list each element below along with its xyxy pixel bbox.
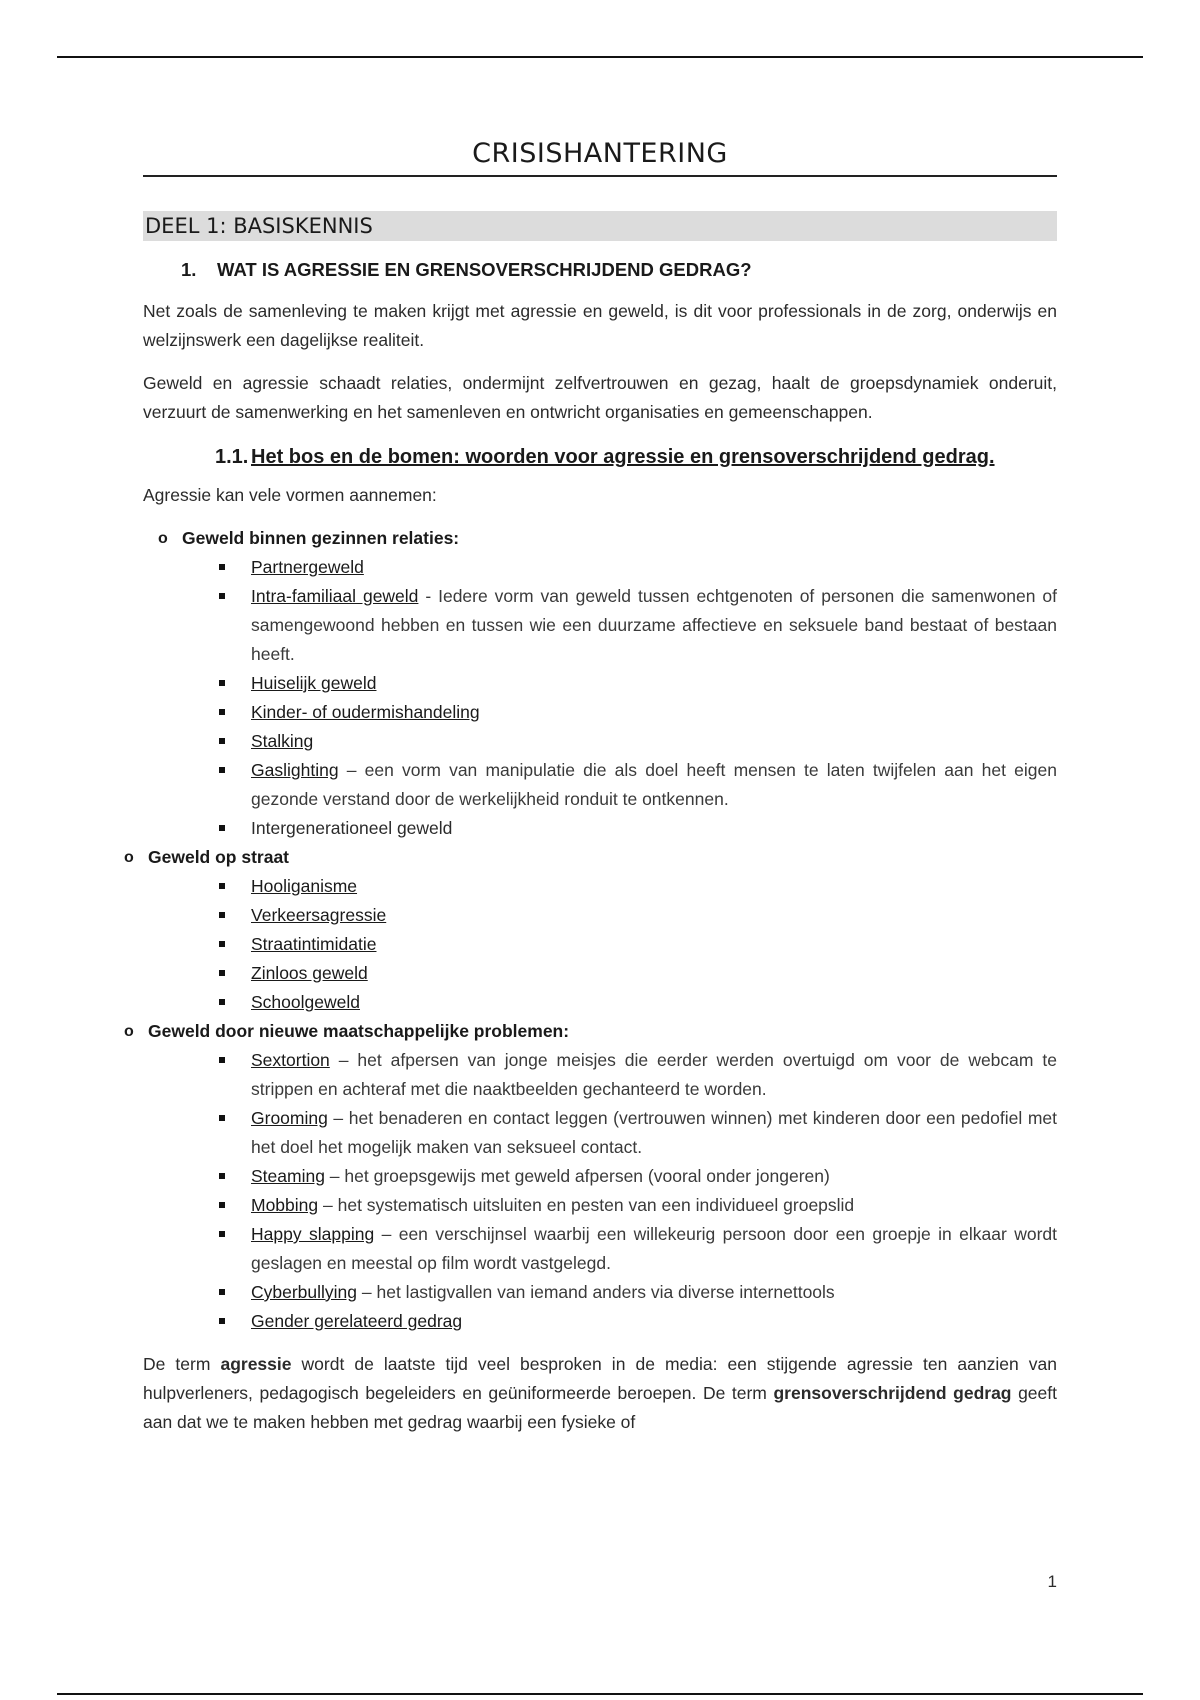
list-item [251, 1307, 1057, 1336]
paragraph-2: Geweld en agressie schaadt relaties, ondermijnt zelfvertrouwen en gezag, haalt de groepsdynamiek onderuit, verzuurt de samenwerking en het samenleven en ontwricht organisaties en gemeenschappen. [143, 373, 1057, 422]
document-page [124, 120, 1058, 1451]
footer-rule [57, 1693, 1143, 1695]
term: Hooliganisme [251, 876, 358, 896]
list-item [251, 988, 1057, 1017]
term: Huiselijk geweld [251, 673, 377, 693]
item-list [143, 553, 1057, 843]
term: Gaslighting [251, 760, 339, 780]
list-item [251, 1191, 1057, 1220]
term: Verkeersagressie [251, 905, 387, 925]
part-heading: DEEL 1: BASISKENNIS [143, 211, 1057, 241]
term: Straatintimidatie [251, 934, 377, 954]
term: Grooming [251, 1108, 328, 1128]
list-item [251, 582, 1057, 669]
term: Partnergeweld [251, 557, 364, 577]
term: Mobbing [251, 1195, 319, 1215]
list-item [251, 1278, 1057, 1307]
page-number: 1 [1047, 1572, 1057, 1591]
intro-paragraph: Agressie kan vele vormen aannemen: [143, 485, 437, 505]
text-run: De term [143, 1354, 221, 1374]
list-item [251, 959, 1057, 988]
term: Cyberbullying [251, 1282, 358, 1302]
text-run: wordt de laatste tijd veel besproken in de media: een stijgende agressie ten aanzien van hulpverleners, pedagogisch begeleiders en geüniformeerde beroepen. De term [143, 1354, 1057, 1403]
list-item [251, 930, 1057, 959]
subsection-number: 1.1. [215, 446, 249, 468]
list-item [251, 1220, 1057, 1278]
term-description: – het lastigvallen van iemand anders via diverse internettools [357, 1282, 835, 1302]
term-description: - Iedere vorm van geweld tussen echtgenoten of personen die samenwonen of samengewoond hebben en tussen wie een duurzame affectieve en seksuele band bestaat of bestaan heeft. [251, 586, 1058, 664]
list-item [251, 698, 1057, 727]
list-item [251, 1162, 1057, 1191]
term-description: – een vorm van manipulatie die als doel heeft mensen te laten twijfelen aan het eigen gezonde verstand door de werkelijkheid ronduit te ontkennen. [251, 760, 1057, 809]
subsection-title: Het bos en de bomen: woorden voor agressie en grensoverschrijdend gedrag. [251, 446, 995, 468]
term: Happy slapping [251, 1224, 375, 1244]
group-heading [124, 1017, 1057, 1046]
list-item [251, 901, 1057, 930]
term-description: – het systematisch uitsluiten en pesten van een individueel groepslid [318, 1195, 855, 1215]
list-item [251, 1104, 1057, 1162]
group-heading [158, 524, 1057, 553]
text-run: geeft aan dat we te maken hebben met gedrag waarbij een fysieke of [143, 1383, 1057, 1432]
group-title: Geweld op straat [148, 847, 290, 867]
document-title: CRISISHANTERING [143, 138, 1057, 177]
term: Stalking [251, 731, 314, 751]
term: Gender gerelateerd gedrag [251, 1311, 463, 1331]
circle-bullet-icon: o [124, 849, 134, 866]
section-heading [181, 259, 1057, 281]
list-item [251, 669, 1057, 698]
list-item [251, 727, 1057, 756]
term: Intra-familiaal geweld [251, 586, 419, 606]
group-heading [124, 843, 1057, 872]
item-list [143, 872, 1057, 1017]
group-title: Geweld binnen gezinnen relaties: [182, 528, 460, 548]
closing-paragraph [143, 1350, 1057, 1437]
section-title: WAT IS AGRESSIE EN GRENSOVERSCHRIJDEND GEDRAG? [217, 259, 752, 280]
term-description: – het benaderen en contact leggen (vertrouwen winnen) met kinderen door een pedofiel met het doel het mogelijk maken van seksueel contact. [251, 1108, 1057, 1157]
section-number: 1. [181, 259, 197, 280]
term-description: – het groepsgewijs met geweld afpersen (vooral onder jongeren) [324, 1166, 830, 1186]
term: Steaming [251, 1166, 325, 1186]
term-description: – een verschijnsel waarbij een willekeurig persoon door een groepje in elkaar wordt geslagen en meestal op film wordt vastgelegd. [251, 1224, 1057, 1273]
subsection-heading [215, 441, 1057, 473]
header-rule [57, 56, 1143, 58]
paragraph-1: Net zoals de samenleving te maken krijgt met agressie en geweld, is dit voor professionals in de zorg, onderwijs en welzijnswerk een dagelijkse realiteit. [143, 301, 1057, 350]
list-item [251, 756, 1057, 814]
list-item [251, 814, 1057, 843]
term: Sextortion [251, 1050, 330, 1070]
term: Kinder- of oudermishandeling [251, 702, 480, 722]
circle-bullet-icon: o [124, 1023, 134, 1040]
circle-bullet-icon: o [158, 530, 168, 547]
term: Schoolgeweld [251, 992, 360, 1012]
bold-term: agressie [220, 1354, 292, 1374]
list-item [251, 553, 1057, 582]
term: Zinloos geweld [251, 963, 368, 983]
plain-item: Intergenerationeel geweld [251, 818, 453, 838]
list-item [251, 872, 1057, 901]
group-title: Geweld door nieuwe maatschappelijke problemen: [148, 1021, 570, 1041]
list-item [251, 1046, 1057, 1104]
term-description: – het afpersen van jonge meisjes die eerder werden overtuigd om voor de webcam te strippen en achteraf met die naaktbeelden gechanteerd te worden. [251, 1050, 1057, 1099]
bold-term: grensoverschrijdend gedrag [773, 1383, 1012, 1403]
item-list [143, 1046, 1057, 1336]
